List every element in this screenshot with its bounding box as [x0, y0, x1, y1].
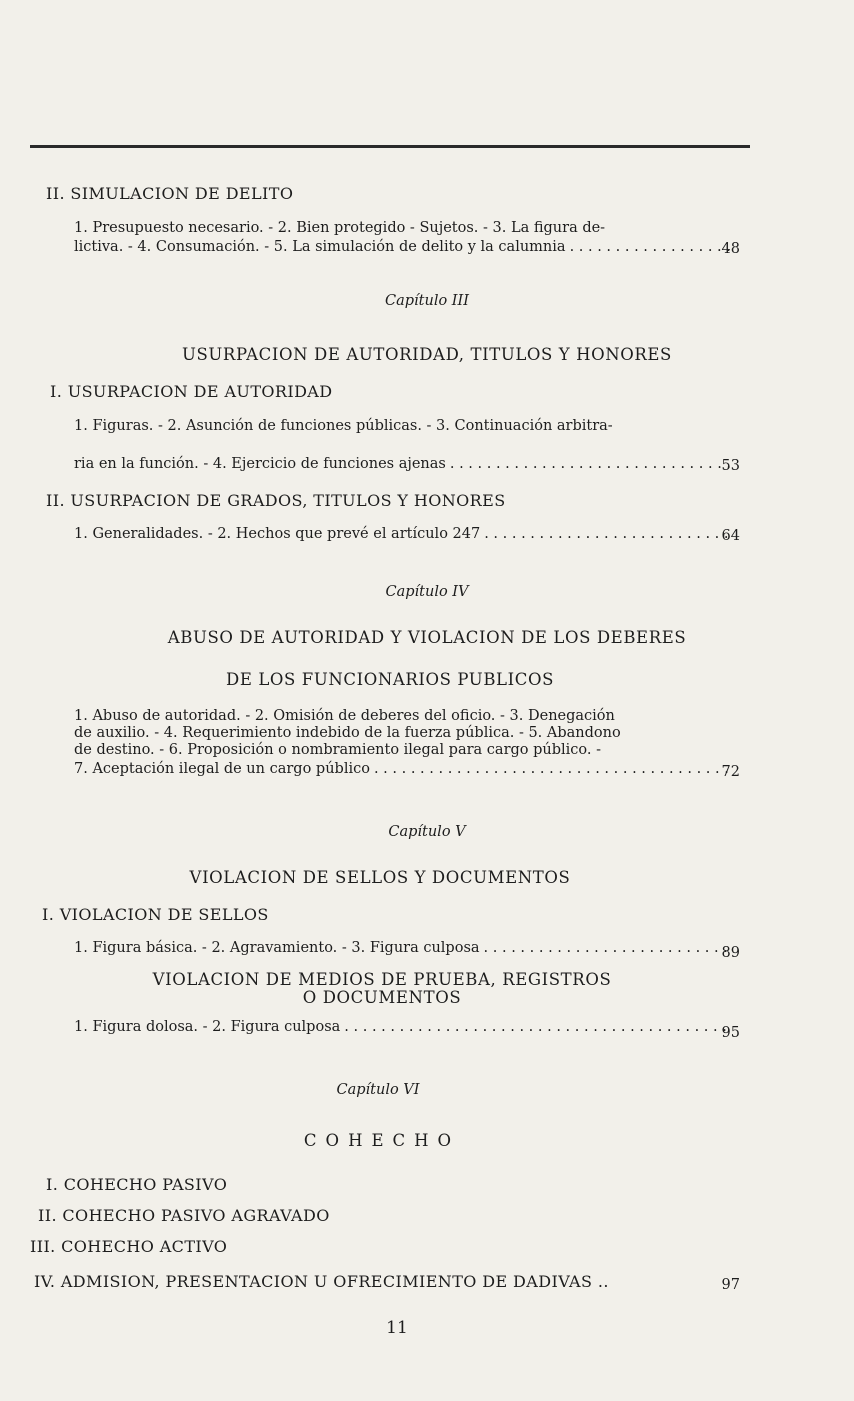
- page-ref: 53: [721, 458, 740, 474]
- section-heading: I. COHECHO PASIVO: [46, 1175, 228, 1194]
- chapter-label: Capítulo VI: [336, 1082, 420, 1098]
- page-ref: 72: [721, 764, 740, 780]
- entry-text: de auxilio. - 4. Requerimiento indebido de la fuerza pública. - 5. Abandono: [74, 725, 621, 741]
- entry-line: [74, 1019, 734, 1035]
- entry-line: [74, 940, 734, 956]
- section-heading: I. VIOLACION DE SELLOS: [42, 905, 269, 924]
- entry-text: 1. Figuras. - 2. Asunción de funciones públicas. - 3. Continuación arbitra-: [74, 418, 613, 434]
- section-title: VIOLACION DE MEDIOS DE PRUEBA, REGISTROS: [152, 970, 612, 989]
- chapter-title: ABUSO DE AUTORIDAD Y VIOLACION DE LOS DEBERES: [167, 628, 687, 647]
- section-title: O DOCUMENTOS: [302, 988, 462, 1007]
- chapter-label: Capítulo III: [385, 293, 469, 309]
- leader-dots: [344, 1019, 730, 1035]
- page-number: 11: [386, 1318, 408, 1338]
- entry-text: ria en la función. - 4. Ejercicio de funciones ajenas: [74, 456, 446, 472]
- header-rule: [30, 145, 750, 148]
- entry-text: 1. Presupuesto necesario. - 2. Bien protegido - Sujetos. - 3. La figura de-: [74, 220, 606, 236]
- entry-text: 1. Figura dolosa. - 2. Figura culposa: [74, 1019, 341, 1035]
- page-ref: 48: [721, 241, 740, 257]
- entry-text: de destino. - 6. Proposición o nombramiento ilegal para cargo público. -: [74, 742, 602, 758]
- chapter-title: DE LOS FUNCIONARIOS PUBLICOS: [226, 670, 554, 689]
- entry-line: [74, 761, 734, 777]
- entry-line: [74, 456, 734, 472]
- section-heading: II. SIMULACION DE DELITO: [46, 184, 294, 203]
- section-heading: II. COHECHO PASIVO AGRAVADO: [38, 1206, 330, 1225]
- chapter-title: USURPACION DE AUTORIDAD, TITULOS Y HONORES: [182, 345, 672, 364]
- section-heading: IV. ADMISION, PRESENTACION U OFRECIMIENTO DE DADIVAS ..: [34, 1272, 609, 1291]
- entry-text: 7. Aceptación ilegal de un cargo público: [74, 761, 370, 777]
- page-ref: 89: [721, 945, 740, 961]
- entry-text: 1. Generalidades. - 2. Hechos que prevé el artículo 247: [74, 526, 481, 542]
- section-heading: III. COHECHO ACTIVO: [30, 1237, 228, 1256]
- section-heading: I. USURPACION DE AUTORIDAD: [50, 382, 333, 401]
- chapter-title: VIOLACION DE SELLOS Y DOCUMENTOS: [189, 868, 571, 887]
- chapter-label: Capítulo V: [388, 824, 466, 840]
- entry-line: [74, 239, 734, 255]
- entry-line: [74, 526, 734, 542]
- entry-text: 1. Abuso de autoridad. - 2. Omisión de deberes del oficio. - 3. Denegación: [74, 708, 615, 724]
- section-heading: II. USURPACION DE GRADOS, TITULOS Y HONORES: [46, 491, 506, 510]
- page-ref: 64: [721, 528, 740, 544]
- entry-text: lictiva. - 4. Consumación. - 5. La simulación de delito y la calumnia: [74, 239, 566, 255]
- chapter-label: Capítulo IV: [385, 584, 469, 600]
- leader-dots: [374, 761, 730, 777]
- page-ref: 95: [721, 1025, 740, 1041]
- page-ref: 97: [721, 1277, 740, 1293]
- entry-text: 1. Figura básica. - 2. Agravamiento. - 3. Figura culposa: [74, 940, 480, 956]
- chapter-title: COHECHO: [303, 1131, 461, 1150]
